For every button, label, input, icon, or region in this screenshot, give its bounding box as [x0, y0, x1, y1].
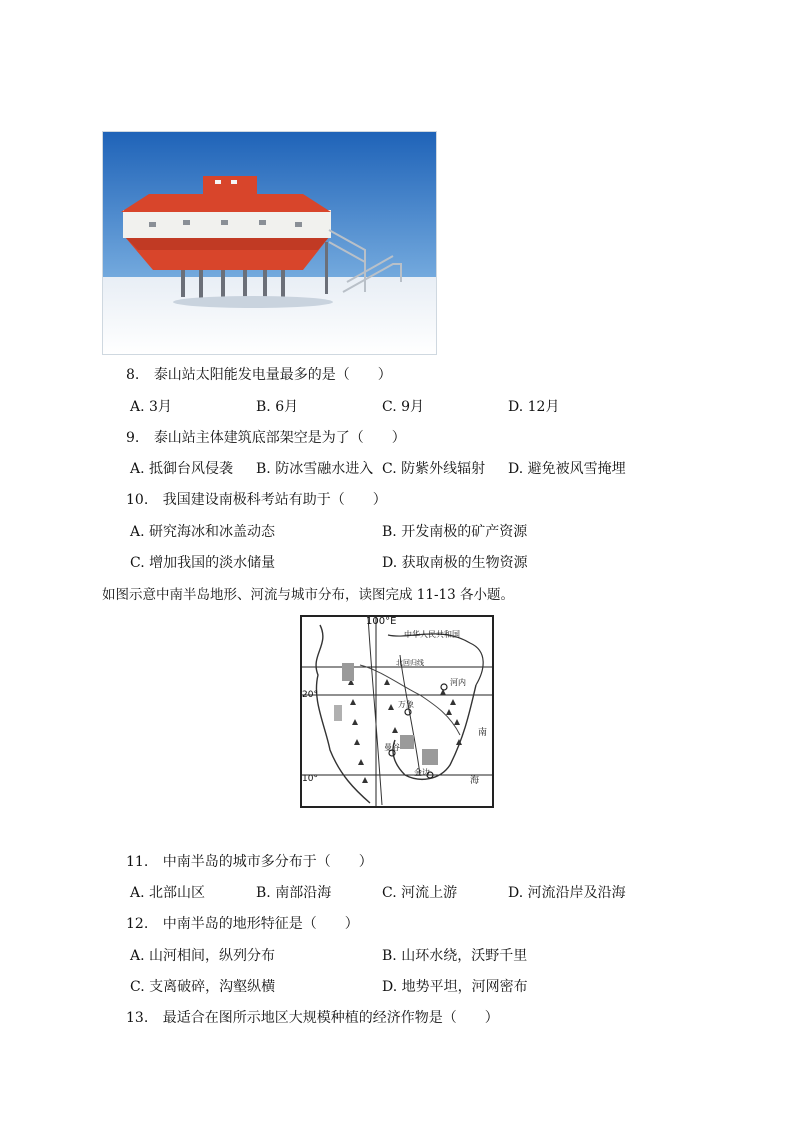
- label-bangkok: 曼谷: [384, 743, 400, 752]
- question-text: 最适合在图所示地区大规模种植的经济作物是（ ）: [162, 1010, 499, 1026]
- question-number: 9.: [126, 430, 140, 446]
- option-12b[interactable]: B. 山环水绕，沃野千里: [382, 948, 528, 964]
- label-10deg: 10°: [302, 774, 318, 784]
- question-9: [126, 427, 406, 447]
- option-12d[interactable]: D. 地势平坦，河网密布: [382, 979, 528, 995]
- question-text: 中南半岛的城市多分布于（ ）: [162, 854, 373, 870]
- map-illustration: [300, 615, 494, 808]
- option-9a[interactable]: A. 抵御台风侵袭: [130, 461, 234, 477]
- station-illustration: [103, 132, 436, 354]
- question-8: [126, 364, 392, 384]
- question-number: 12.: [126, 916, 149, 932]
- question-13: [126, 1007, 499, 1027]
- question-text: 中南半岛的地形特征是（ ）: [162, 916, 359, 932]
- label-china: 中华人民共和国: [404, 630, 460, 639]
- option-10d[interactable]: D. 获取南极的生物资源: [382, 555, 528, 571]
- option-8c[interactable]: C. 9月: [382, 399, 425, 415]
- option-9c[interactable]: C. 防紫外线辐射: [382, 461, 486, 477]
- label-100e: 100°E: [366, 616, 397, 627]
- option-11c[interactable]: C. 河流上游: [382, 885, 458, 901]
- question-number: 11.: [126, 854, 149, 870]
- option-11d[interactable]: D. 河流沿岸及沿海: [508, 885, 626, 901]
- indochina-map: [300, 615, 494, 808]
- option-8a[interactable]: A. 3月: [130, 399, 172, 415]
- question-text: 泰山站太阳能发电量最多的是（ ）: [153, 367, 392, 383]
- question-11: [126, 851, 373, 871]
- option-8b[interactable]: B. 6月: [256, 399, 299, 415]
- question-text: 我国建设南极科考站有助于（ ）: [162, 492, 387, 508]
- option-11b[interactable]: B. 南部沿海: [256, 885, 332, 901]
- station-photo: [102, 131, 437, 355]
- option-9b[interactable]: B. 防冰雪融水进入: [256, 461, 374, 477]
- option-10a[interactable]: A. 研究海冰和冰盖动态: [130, 524, 276, 540]
- option-9d[interactable]: D. 避免被风雪掩埋: [508, 461, 626, 477]
- label-nan: 南: [478, 728, 488, 738]
- label-vientiane: 万象: [398, 700, 414, 709]
- question-number: 13.: [126, 1010, 149, 1026]
- question-10: [126, 489, 387, 509]
- option-12a[interactable]: A. 山河相间，纵列分布: [130, 948, 276, 964]
- question-text: 泰山站主体建筑底部架空是为了（ ）: [153, 430, 406, 446]
- label-20deg: 20°: [302, 690, 318, 700]
- label-tropic: 北回归线: [396, 659, 424, 667]
- option-12c[interactable]: C. 支离破碎，沟壑纵横: [130, 979, 276, 995]
- option-8d[interactable]: D. 12月: [508, 399, 560, 415]
- question-number: 8.: [126, 367, 140, 383]
- label-hai: 海: [470, 776, 480, 786]
- question-12: [126, 913, 359, 933]
- label-phnompenh: 金边: [414, 768, 430, 777]
- option-10c[interactable]: C. 增加我国的淡水储量: [130, 555, 276, 571]
- map-intro: 如图示意中南半岛地形、河流与城市分布，读图完成 11-13 各小题。: [102, 587, 514, 603]
- option-11a[interactable]: A. 北部山区: [130, 885, 206, 901]
- option-10b[interactable]: B. 开发南极的矿产资源: [382, 524, 528, 540]
- label-hanoi: 河内: [450, 678, 466, 687]
- question-number: 10.: [126, 492, 149, 508]
